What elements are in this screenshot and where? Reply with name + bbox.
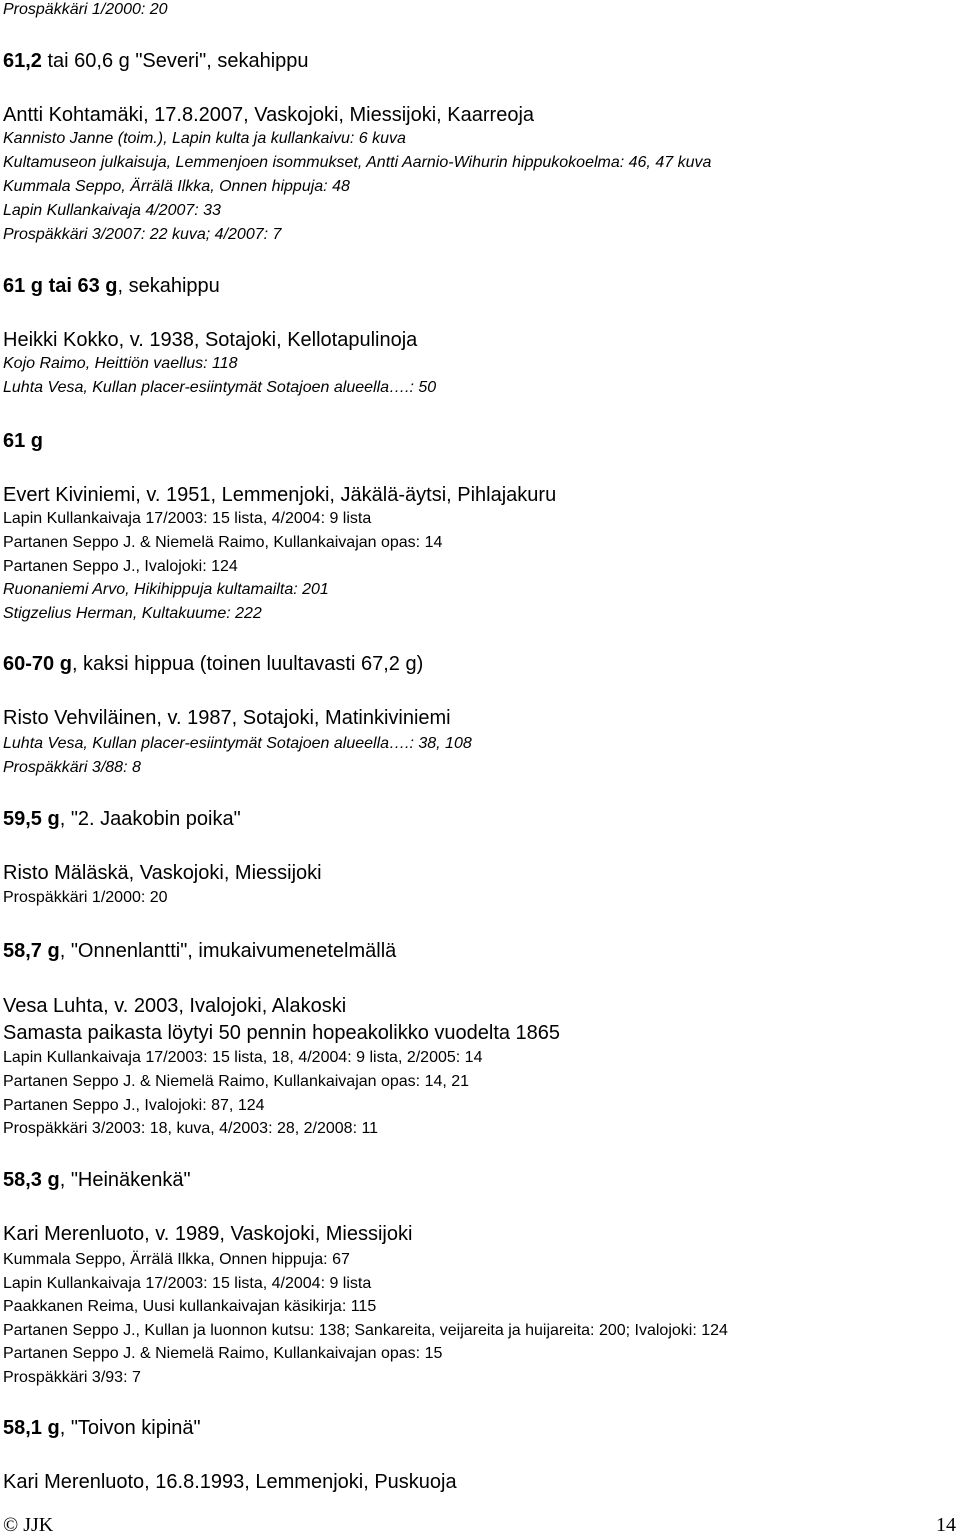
page-number: 14	[936, 1514, 956, 1536]
entry-heading-line: Vesa Luhta, v. 2003, Ivalojoki, Alakoski	[3, 995, 347, 1017]
reference-line: Prospäkkäri 1/2000: 20	[3, 889, 168, 906]
reference-line: Stigzelius Herman, Kultakuume: 222	[3, 605, 262, 622]
reference-line: Partanen Seppo J., Kullan ja luonnon kutsu: 138; Sankareita, veijareita ja huijareita: 200; Ivalojoki: 124	[3, 1322, 728, 1339]
reference-line: Prospäkkäri 3/2007: 22 kuva; 4/2007: 7	[3, 226, 282, 243]
reference-line: Partanen Seppo J. & Niemelä Raimo, Kullankaivajan opas: 15	[3, 1345, 443, 1362]
reference-line: Prospäkkäri 1/2000: 20	[3, 1, 168, 18]
reference-line: Lapin Kullankaivaja 17/2003: 15 lista, 4/2004: 9 lista	[3, 1275, 372, 1292]
reference-line: Prospäkkäri 3/88: 8	[3, 759, 141, 776]
entry-heading-line: Heikki Kokko, v. 1938, Sotajoki, Kellotapulinoja	[3, 329, 418, 351]
footer-copyright: © JJK	[3, 1514, 54, 1536]
entry-heading-line: Risto Mäläskä, Vaskojoki, Miessijoki	[3, 862, 322, 884]
reference-line: Partanen Seppo J., Ivalojoki: 124	[3, 558, 238, 575]
reference-line: Partanen Seppo J. & Niemelä Raimo, Kullankaivajan opas: 14, 21	[3, 1073, 470, 1090]
entry-heading-line: Kari Merenluoto, 16.8.1993, Lemmenjoki, Puskuoja	[3, 1471, 457, 1493]
reference-line: Kummala Seppo, Ärrälä Ilkka, Onnen hippuja: 67	[3, 1251, 350, 1268]
entry-heading-line: Evert Kiviniemi, v. 1951, Lemmenjoki, Jäkälä-äytsi, Pihlajakuru	[3, 484, 557, 506]
reference-line: Lapin Kullankaivaja 17/2003: 15 lista, 18, 4/2004: 9 lista, 2/2005: 14	[3, 1049, 483, 1066]
reference-line: Ruonaniemi Arvo, Hikihippuja kultamailta: 201	[3, 581, 329, 598]
reference-line: Prospäkkäri 3/93: 7	[3, 1369, 141, 1386]
reference-line: Paakkanen Reima, Uusi kullankaivajan käsikirja: 115	[3, 1298, 377, 1315]
reference-line: Kultamuseon julkaisuja, Lemmenjoen isommukset, Antti Aarnio-Wihurin hippukokoelma: 46, 47 kuva	[3, 154, 712, 171]
entry-heading-line: Kari Merenluoto, v. 1989, Vaskojoki, Miessijoki	[3, 1223, 413, 1245]
entry-heading-line: 61 g tai 63 g, sekahippu	[3, 275, 220, 297]
entry-heading-line: 58,1 g, "Toivon kipinä"	[3, 1417, 201, 1439]
reference-line: Partanen Seppo J. & Niemelä Raimo, Kullankaivajan opas: 14	[3, 534, 443, 551]
entry-heading-line: Risto Vehviläinen, v. 1987, Sotajoki, Matinkiviniemi	[3, 707, 451, 729]
reference-line: Partanen Seppo J., Ivalojoki: 87, 124	[3, 1097, 265, 1114]
reference-line: Kojo Raimo, Heittiön vaellus: 118	[3, 355, 238, 372]
entry-heading-line: 61,2 tai 60,6 g "Severi", sekahippu	[3, 50, 309, 72]
entry-heading-line: 58,7 g, "Onnenlantti", imukaivumenetelmällä	[3, 940, 397, 962]
entry-heading-line: Antti Kohtamäki, 17.8.2007, Vaskojoki, Miessijoki, Kaarreoja	[3, 104, 535, 126]
entry-heading-line: 60-70 g, kaksi hippua (toinen luultavasti 67,2 g)	[3, 653, 424, 675]
reference-line: Luhta Vesa, Kullan placer-esiintymät Sotajoen alueella….: 38, 108	[3, 735, 472, 752]
reference-line: Prospäkkäri 3/2003: 18, kuva, 4/2003: 28, 2/2008: 11	[3, 1120, 379, 1137]
entry-heading-line: Samasta paikasta löytyi 50 pennin hopeakolikko vuodelta 1865	[3, 1022, 561, 1044]
reference-line: Lapin Kullankaivaja 17/2003: 15 lista, 4/2004: 9 lista	[3, 510, 372, 527]
reference-line: Luhta Vesa, Kullan placer-esiintymät Sotajoen alueella….: 50	[3, 379, 437, 396]
entry-heading-line: 58,3 g, "Heinäkenkä"	[3, 1169, 191, 1191]
reference-line: Kannisto Janne (toim.), Lapin kulta ja kullankaivu: 6 kuva	[3, 130, 406, 147]
reference-line: Kummala Seppo, Ärrälä Ilkka, Onnen hippuja: 48	[3, 178, 350, 195]
entry-heading-line: 61 g	[3, 430, 44, 452]
reference-line: Lapin Kullankaivaja 4/2007: 33	[3, 202, 221, 219]
entry-heading-line: 59,5 g, "2. Jaakobin poika"	[3, 808, 241, 830]
